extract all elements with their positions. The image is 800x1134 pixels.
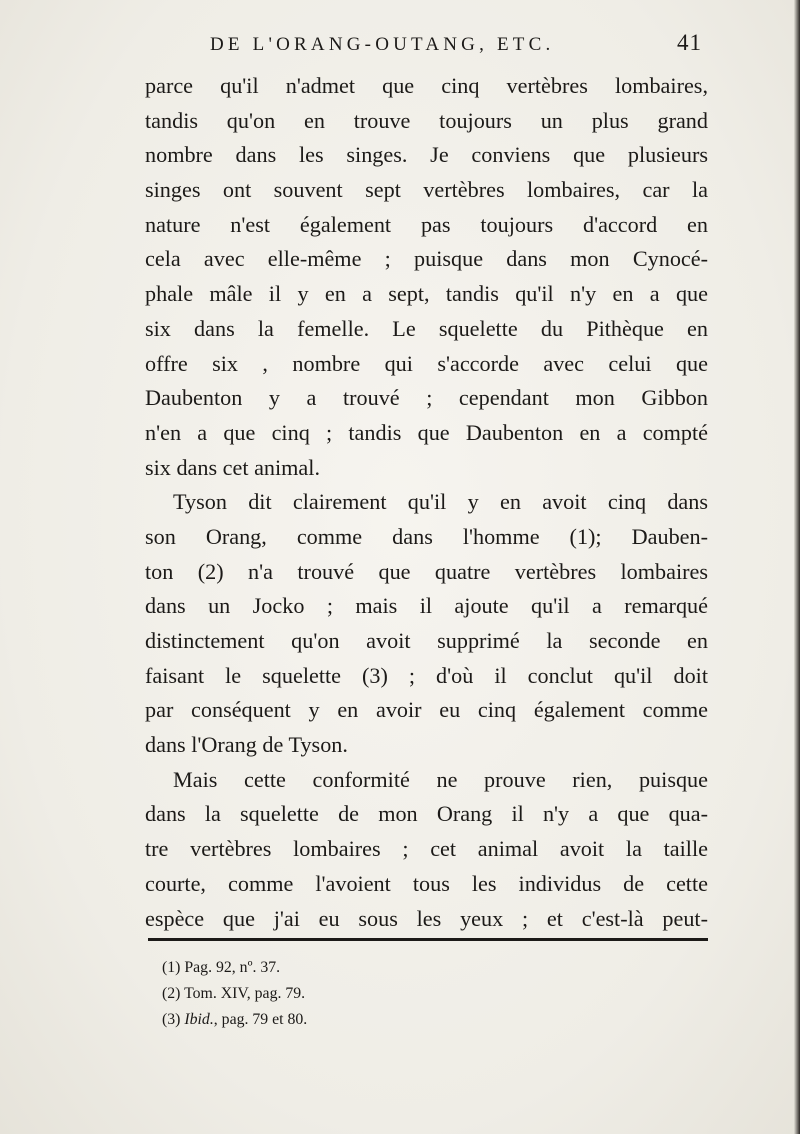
text-line: espèce que j'ai eu sous les yeux ; et c'est-là peut- bbox=[145, 905, 708, 931]
footnote-mark: (2) bbox=[162, 985, 181, 1002]
text-line: son Orang, comme dans l'homme (1); Dauben- bbox=[145, 523, 708, 549]
text-line: distinctement qu'on avoit supprimé la seconde en bbox=[145, 628, 708, 653]
text-line: Mais cette conformité ne prouve rien, puisque bbox=[173, 766, 708, 792]
text-line: nombre dans les singes. Je conviens que plusieurs bbox=[145, 142, 708, 168]
text-line: Daubenton y a trouvé ; cependant mon Gibbon bbox=[145, 385, 708, 411]
text-line: Tyson dit clairement qu'il y en avoit cinq dans bbox=[173, 489, 708, 515]
footnote-rule bbox=[148, 938, 708, 941]
paragraph-2 bbox=[145, 485, 708, 763]
text-line: ton (2) n'a trouvé que quatre vertèbres lombaires bbox=[145, 558, 708, 584]
text-line: tre vertèbres lombaires ; cet animal avoit la taille bbox=[145, 836, 708, 862]
body-text bbox=[145, 69, 708, 936]
text-line: tandis qu'on en trouve toujours un plus grand bbox=[145, 107, 708, 133]
paragraph-3 bbox=[145, 763, 708, 936]
text-line: parce qu'il n'admet que cinq vertèbres lombaires, bbox=[145, 73, 708, 98]
footnote-text: , pag. 79 et 80. bbox=[213, 1011, 308, 1028]
footnote-1 bbox=[162, 955, 307, 981]
text-line: cela avec elle-même ; puisque dans mon Cynocé- bbox=[145, 246, 708, 272]
text-line: dans un Jocko ; mais il ajoute qu'il a remarqué bbox=[145, 593, 708, 619]
text-line: par conséquent y en avoir eu cinq également comme bbox=[145, 697, 708, 723]
page-number: 41 bbox=[677, 30, 702, 55]
text-line: dans la squelette de mon Orang il n'y a que qua- bbox=[145, 801, 708, 827]
footnotes bbox=[162, 955, 307, 1033]
text-line: singes ont souvent sept vertèbres lombaires, car la bbox=[145, 177, 708, 203]
text-line: six dans la femelle. Le squelette du Pithèque en bbox=[145, 315, 708, 341]
footnote-mark: (1) bbox=[162, 959, 181, 976]
text-line: six dans cet animal. bbox=[145, 454, 320, 480]
text-line: n'en a que cinq ; tandis que Daubenton en a compté bbox=[145, 419, 708, 445]
text-line: faisant le squelette (3) ; d'où il conclut qu'il doit bbox=[145, 662, 708, 688]
footnote-ibid: Ibid. bbox=[184, 1011, 214, 1028]
footnote-3 bbox=[162, 1007, 307, 1033]
footnote-text: Pag. 92, nº. 37. bbox=[184, 959, 281, 976]
paragraph-1 bbox=[145, 69, 708, 485]
footnote-mark: (3) bbox=[162, 1011, 181, 1028]
footnote-2 bbox=[162, 981, 307, 1007]
text-line: nature n'est également pas toujours d'accord en bbox=[145, 211, 708, 237]
text-line: courte, comme l'avoient tous les individus de cette bbox=[145, 870, 708, 896]
text-line: dans l'Orang de Tyson. bbox=[145, 732, 348, 758]
running-title: DE L'ORANG-OUTANG, ETC. bbox=[210, 34, 555, 55]
text-line: phale mâle il y en a sept, tandis qu'il n'y en a que bbox=[145, 281, 708, 307]
page-header bbox=[210, 28, 710, 64]
footnote-text: Tom. XIV, pag. 79. bbox=[184, 985, 306, 1002]
page-edge-shadow bbox=[794, 0, 800, 1134]
text-line: offre six , nombre qui s'accorde avec celui que bbox=[145, 350, 708, 376]
